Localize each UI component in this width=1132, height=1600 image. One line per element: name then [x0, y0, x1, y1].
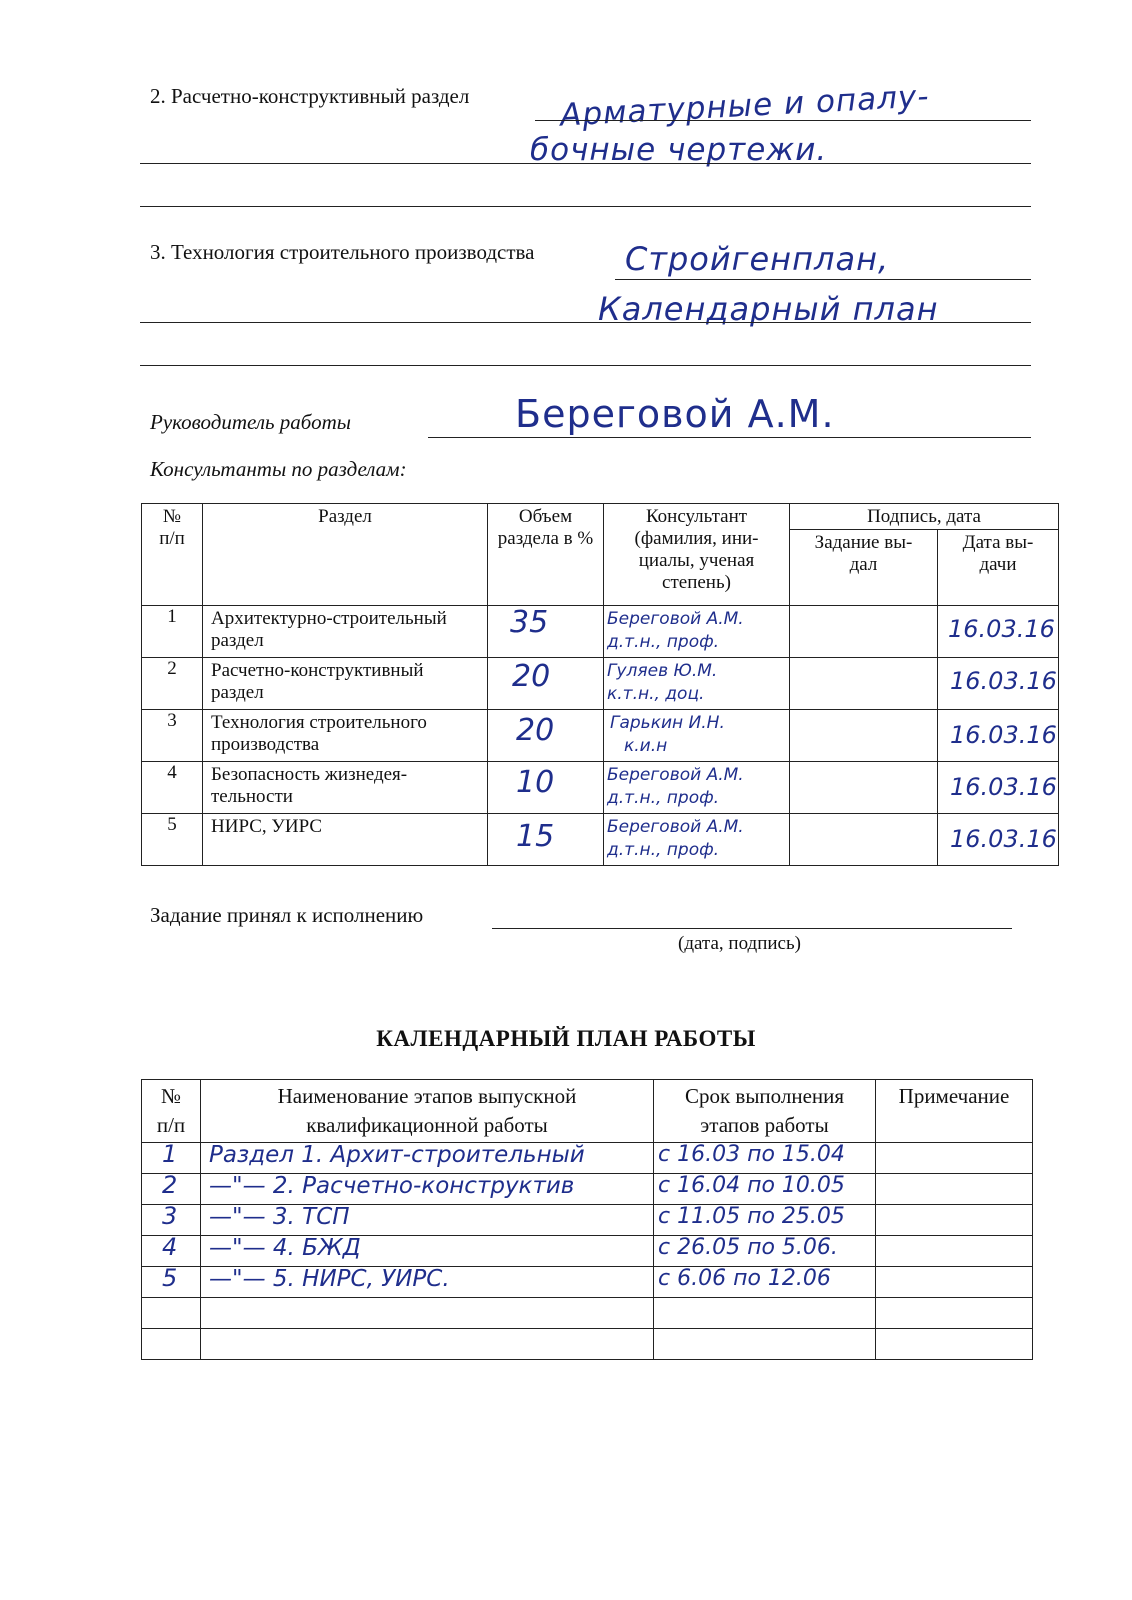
row-date-handwritten: 16.03.16 [950, 667, 1057, 695]
row-date-handwritten: 16.03.16 [950, 721, 1057, 749]
cal-row-num [142, 1298, 201, 1329]
cal-row-note [876, 1143, 1033, 1174]
cal-row-stage: —"— 3. ТСП [209, 1204, 350, 1230]
accepted-caption: (дата, подпись) [678, 933, 801, 954]
section-3-handwritten-line2: Календарный план [598, 290, 939, 328]
section-3-line-3 [140, 365, 1031, 366]
cal-row-num: 3 [162, 1204, 178, 1230]
cal-row-stage [201, 1298, 654, 1329]
row-section: Расчетно-конструктивный раздел [203, 658, 488, 710]
consult-row [142, 606, 1059, 658]
cal-row-num [142, 1329, 201, 1360]
row-consultant-degree-handwritten: к.т.н., доц. [607, 684, 705, 704]
row-section: Архитектурно-строительный раздел [203, 606, 488, 658]
cal-row-note [876, 1329, 1033, 1360]
cal-row [142, 1267, 1033, 1298]
cal-header-num: № п/п [142, 1080, 201, 1143]
section-2-handwritten-line2: бочные чертежи. [530, 132, 828, 168]
consultants-table [141, 503, 1059, 866]
row-date-handwritten: 16.03.16 [948, 615, 1055, 643]
row-consultant-name-handwritten: Береговой А.М. [607, 817, 744, 837]
row-assigned [790, 762, 938, 814]
section-3-label: 3. Технология строительного производства [150, 240, 535, 264]
cal-row [142, 1143, 1033, 1174]
cal-row-empty [142, 1298, 1033, 1329]
cal-row-term: с 26.05 по 5.06. [658, 1235, 838, 1260]
header-volume: Объем раздела в % [488, 504, 604, 606]
row-date-handwritten: 16.03.16 [950, 773, 1057, 801]
section-2-label: 2. Расчетно-конструктивный раздел [150, 84, 470, 108]
cal-row-empty [142, 1329, 1033, 1360]
section-3-line-2 [140, 322, 1031, 323]
cal-row-note [876, 1267, 1033, 1298]
header-sign-date: Подпись, дата [790, 504, 1059, 530]
cal-row-stage: —"— 4. БЖД [209, 1235, 361, 1261]
header-consultant: Консультант (фамилия, ини-циалы, ученая степень) [604, 504, 790, 606]
calendar-title: КАЛЕНДАРНЫЙ ПЛАН РАБОТЫ [376, 1026, 756, 1051]
section-2-line-1 [535, 120, 1031, 121]
row-section: Технология строительного производства [203, 710, 488, 762]
row-num: 4 [142, 762, 203, 814]
header-section: Раздел [203, 504, 488, 606]
cal-row [142, 1236, 1033, 1267]
row-volume-handwritten: 15 [516, 819, 555, 854]
consultants-heading: Консультанты по разделам: [150, 457, 407, 481]
cal-row-num: 4 [162, 1235, 178, 1261]
section-3-line-1 [615, 279, 1031, 280]
cal-row-note [876, 1174, 1033, 1205]
row-num: 1 [142, 606, 203, 658]
cal-row-num: 2 [162, 1173, 178, 1199]
row-assigned [790, 710, 938, 762]
section-2-handwritten-line1: Арматурные и опалу- [559, 78, 931, 134]
cal-row-term: с 16.03 по 15.04 [658, 1142, 845, 1167]
row-assigned [790, 658, 938, 710]
cal-row-term: с 6.06 по 12.06 [658, 1266, 831, 1291]
row-volume-handwritten: 10 [516, 765, 555, 800]
cal-row-stage: —"— 2. Расчетно-конструктив [209, 1173, 575, 1199]
row-consultant-degree-handwritten: д.т.н., проф. [607, 632, 720, 652]
consult-row [142, 814, 1059, 866]
cal-row-term: с 11.05 по 25.05 [658, 1204, 845, 1229]
cal-row-num: 1 [162, 1142, 178, 1168]
row-assigned [790, 606, 938, 658]
cal-header-term: Срок выполнения этапов работы [654, 1080, 876, 1143]
supervisor-handwritten-name: Береговой А.М. [515, 392, 835, 436]
cal-row [142, 1205, 1033, 1236]
consult-row [142, 762, 1059, 814]
section-2-line-2 [140, 163, 1031, 164]
consult-row [142, 658, 1059, 710]
cal-row-term: с 16.04 по 10.05 [658, 1173, 845, 1198]
cal-row-stage: Раздел 1. Архит-строительный [209, 1142, 585, 1168]
header-assigned: Задание вы-дал [790, 530, 938, 606]
row-num: 3 [142, 710, 203, 762]
row-section: НИРС, УИРС [203, 814, 488, 866]
cal-row-stage: —"— 5. НИРС, УИРС. [209, 1266, 450, 1292]
row-consultant-name-handwritten: Гарькин И.Н. [610, 713, 725, 733]
row-consultant-name-handwritten: Береговой А.М. [607, 765, 744, 785]
cal-row-term [654, 1329, 876, 1360]
row-num: 2 [142, 658, 203, 710]
row-consultant-degree-handwritten: д.т.н., проф. [607, 840, 720, 860]
cal-header-stage: Наименование этапов выпускной квалификационной работы [201, 1080, 654, 1143]
cal-row-note [876, 1205, 1033, 1236]
cal-row-stage [201, 1329, 654, 1360]
row-assigned [790, 814, 938, 866]
cal-row [142, 1174, 1033, 1205]
row-num: 5 [142, 814, 203, 866]
row-volume-handwritten: 20 [516, 713, 555, 748]
supervisor-line [428, 437, 1031, 438]
cal-row-num: 5 [162, 1266, 178, 1292]
cal-header-note: Примечание [876, 1080, 1033, 1143]
row-section: Безопасность жизнедея-тельности [203, 762, 488, 814]
row-date-handwritten: 16.03.16 [950, 825, 1057, 853]
row-consultant-degree-handwritten: к.и.н [624, 736, 668, 756]
cal-row-note [876, 1236, 1033, 1267]
row-consultant-degree-handwritten: д.т.н., проф. [607, 788, 720, 808]
header-issue-date: Дата вы-дачи [938, 530, 1059, 606]
consult-row [142, 710, 1059, 762]
accepted-label: Задание принял к исполнению [150, 903, 424, 927]
cal-row-note [876, 1298, 1033, 1329]
row-volume-handwritten: 35 [510, 605, 549, 640]
section-2-line-3 [140, 206, 1031, 207]
row-volume-handwritten: 20 [512, 659, 551, 694]
section-3-handwritten-line1: Стройгенплан, [625, 240, 890, 278]
calendar-table [141, 1079, 1033, 1360]
cal-row-term [654, 1298, 876, 1329]
row-consultant-name-handwritten: Береговой А.М. [607, 609, 744, 629]
accepted-signature-line [492, 928, 1012, 929]
header-num: № п/п [142, 504, 203, 606]
supervisor-label: Руководитель работы [150, 410, 351, 434]
row-consultant-name-handwritten: Гуляев Ю.М. [607, 661, 718, 681]
